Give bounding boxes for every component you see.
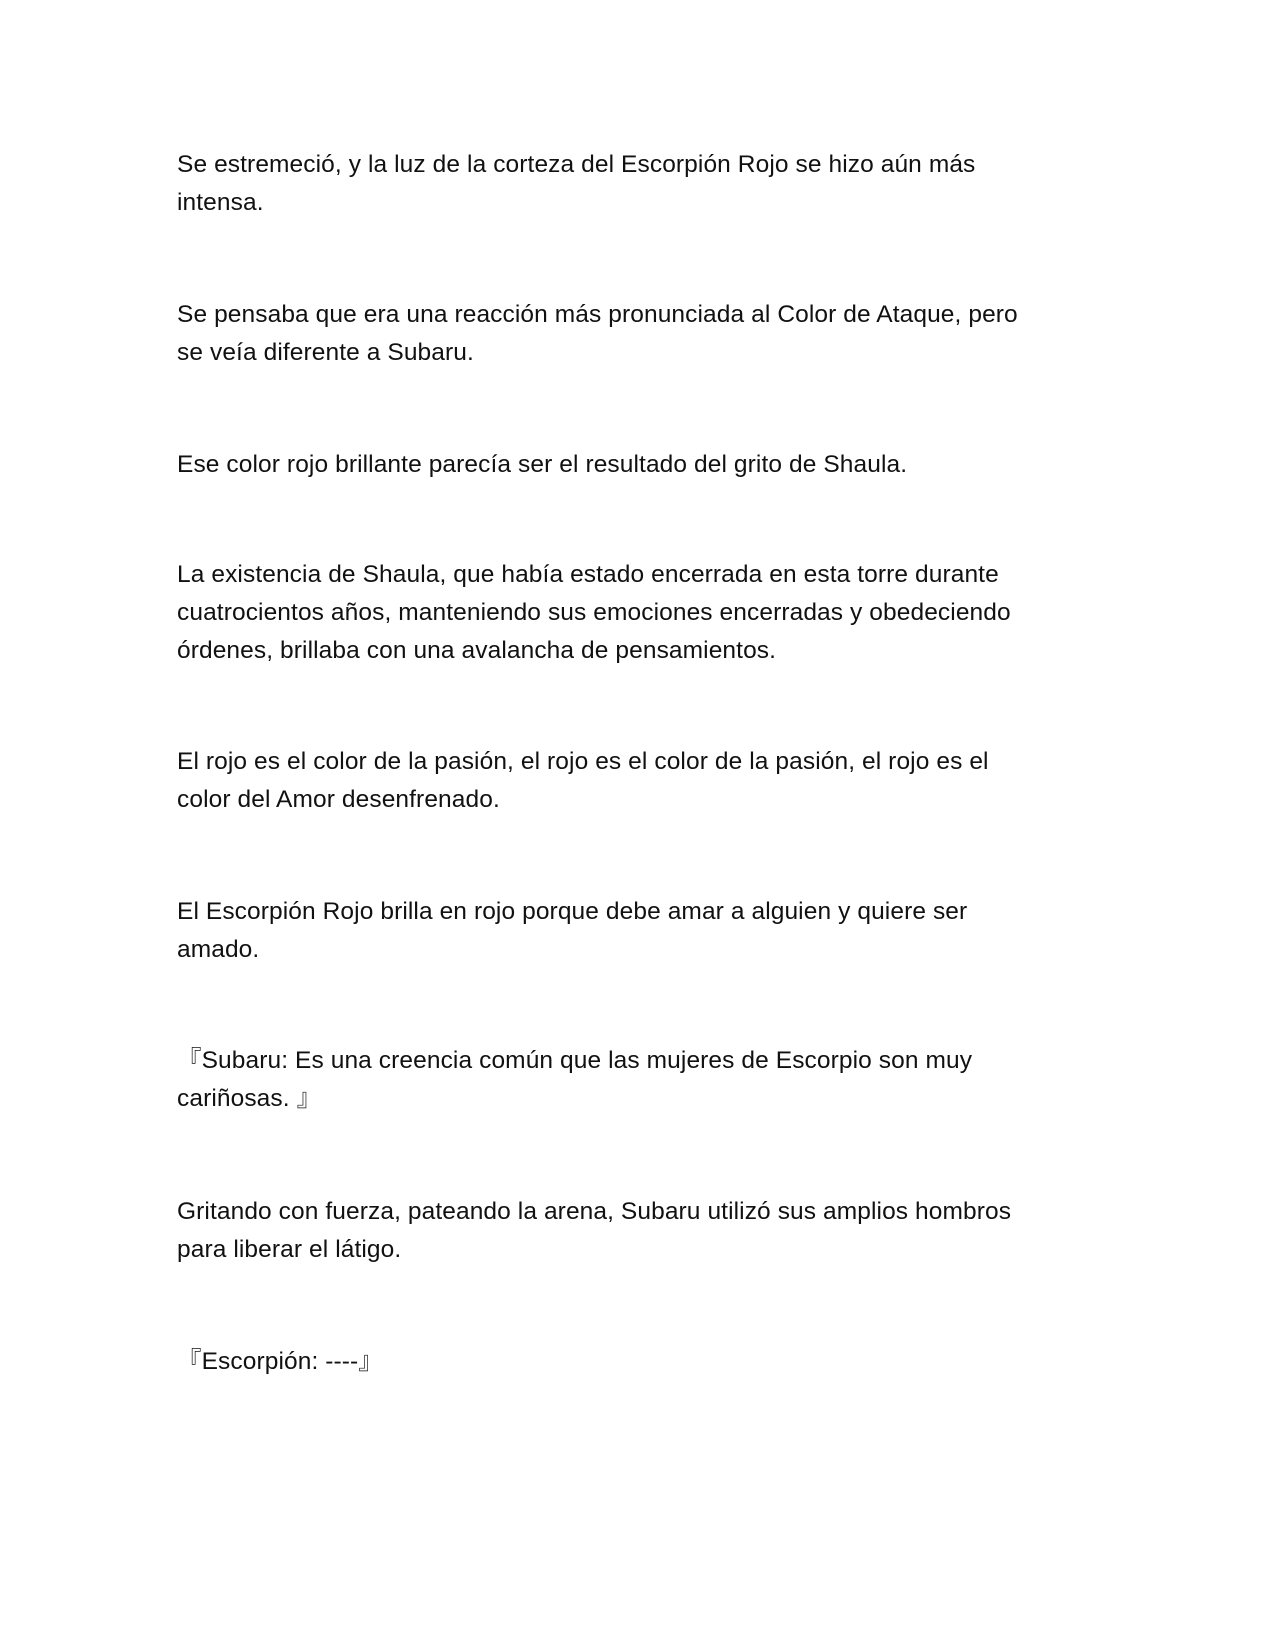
paragraph-4: La existencia de Shaula, que había estado encerrada en esta torre durante cuatrocientos años, manteniendo sus emociones encerradas y obedeciendo órdenes, brillaba con una avalancha de pensamientos.	[177, 561, 1011, 664]
paragraph-2: Se pensaba que era una reacción más pronunciada al Color de Ataque, pero se veía diferente a Subaru.	[177, 301, 1018, 366]
paragraph-6: El Escorpión Rojo brilla en rojo porque debe amar a alguien y quiere ser amado.	[177, 898, 968, 963]
dialogue-subaru: 『Subaru: Es una creencia común que las mujeres de Escorpio son muy cariñosas. 』	[177, 1047, 973, 1112]
dialogue-escorpion: 『Escorpión: ----』	[177, 1348, 383, 1375]
paragraph-1: Se estremeció, y la luz de la corteza del Escorpión Rojo se hizo aún más intensa.	[177, 151, 976, 216]
paragraph-3: Ese color rojo brillante parecía ser el resultado del grito de Shaula.	[177, 451, 908, 478]
paragraph-8: Gritando con fuerza, pateando la arena, Subaru utilizó sus amplios hombros para liberar el látigo.	[177, 1198, 1012, 1263]
paragraph-5: El rojo es el color de la pasión, el rojo es el color de la pasión, el rojo es el color del Amor desenfrenado.	[177, 748, 989, 813]
